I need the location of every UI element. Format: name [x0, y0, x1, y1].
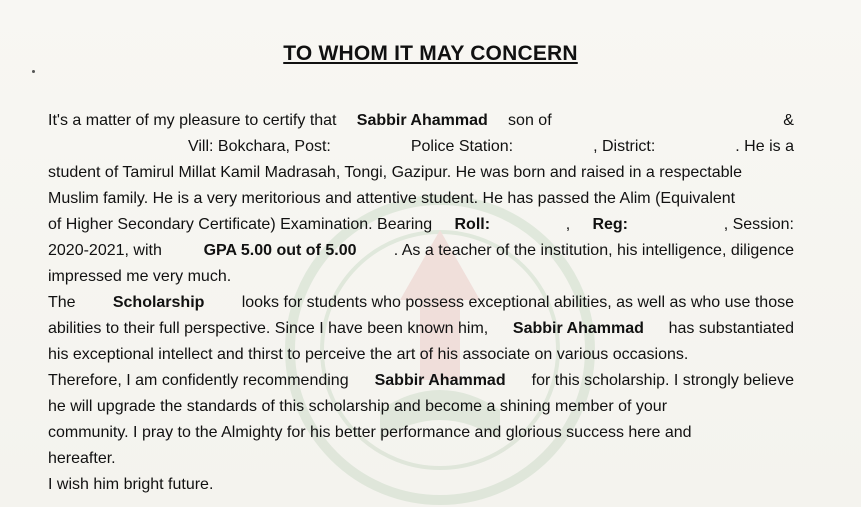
line-text: impressed me very much. [48, 268, 232, 285]
redacted-blank [508, 212, 548, 238]
bold-text: Sabbir Ahammad [374, 372, 506, 389]
redacted-blank [533, 134, 573, 160]
line-text: I wish him bright future. [48, 476, 214, 493]
line-text: Police Station: [410, 138, 514, 155]
bold-text: Sabbir Ahammad [356, 112, 488, 129]
line-text: & [783, 112, 794, 129]
line-text: , District: [593, 138, 656, 155]
scan-speck [32, 70, 35, 73]
line-text: son of [503, 112, 552, 129]
line-text: Vill: Bokchara, Post: [187, 138, 331, 155]
line-text: hereafter. [48, 450, 116, 467]
letter-line [48, 368, 794, 394]
redacted-blank [351, 134, 391, 160]
letter-line [48, 290, 794, 316]
line-text: he will upgrade the standards of this scholarship and become a shining member of your [48, 398, 668, 415]
line-text: looks for students who possess exceptional abilities, as well as who use those [237, 294, 794, 311]
line-text: of Higher Secondary Certificate) Examination. Bearing [48, 216, 437, 233]
redacted-blank [567, 108, 767, 134]
line-text: , Session: [723, 216, 794, 233]
line-text: has substantiated [664, 320, 794, 337]
letter-line [48, 134, 794, 160]
letter-line [48, 420, 794, 446]
line-text: for this scholarship. I strongly believe [527, 372, 794, 389]
letter-line [48, 264, 794, 290]
letter-line [48, 446, 794, 472]
letter-line [48, 316, 794, 342]
line-text: Muslim family. He is a very meritorious and attentive student. He has passed the Alim (Equivalent [48, 190, 736, 207]
line-text: , [565, 216, 575, 233]
line-text: . As a teacher of the institution, his intelligence, diligence [393, 242, 794, 259]
letter-line [48, 472, 794, 498]
line-text: community. I pray to the Almighty for his better performance and glorious success here and [48, 424, 692, 441]
line-text: The [48, 294, 81, 311]
redacted-blank [646, 212, 706, 238]
bold-text: Reg: [592, 216, 629, 233]
letter-line [48, 186, 794, 212]
line-text: Therefore, I am confidently recommending [48, 372, 354, 389]
letter-line [48, 238, 794, 264]
line-text: 2020-2021, with [48, 242, 167, 259]
bold-text: Roll: [454, 216, 491, 233]
line-text: It's a matter of my pleasure to certify that [48, 112, 341, 129]
letter-line [48, 108, 794, 134]
letter-line [48, 160, 794, 186]
page-title: TO WHOM IT MAY CONCERN [283, 42, 578, 65]
line-text: abilities to their full perspective. Since I have been known him, [48, 320, 493, 337]
redacted-blank [48, 134, 168, 160]
line-text: his exceptional intellect and thirst to perceive the art of his associate on various occasions. [48, 346, 689, 363]
letter-body [48, 108, 794, 498]
bold-text: GPA 5.00 out of 5.00 [203, 242, 357, 259]
redacted-blank [675, 134, 715, 160]
bold-text: Scholarship [112, 294, 205, 311]
line-text: student of Tamirul Millat Kamil Madrasah, Tongi, Gazipur. He was born and raised in a respectable [48, 164, 742, 181]
letter-line [48, 394, 794, 420]
letter-line [48, 212, 794, 238]
letter-line [48, 342, 794, 368]
line-text: . He is a [735, 138, 794, 155]
bold-text: Sabbir Ahammad [512, 320, 644, 337]
